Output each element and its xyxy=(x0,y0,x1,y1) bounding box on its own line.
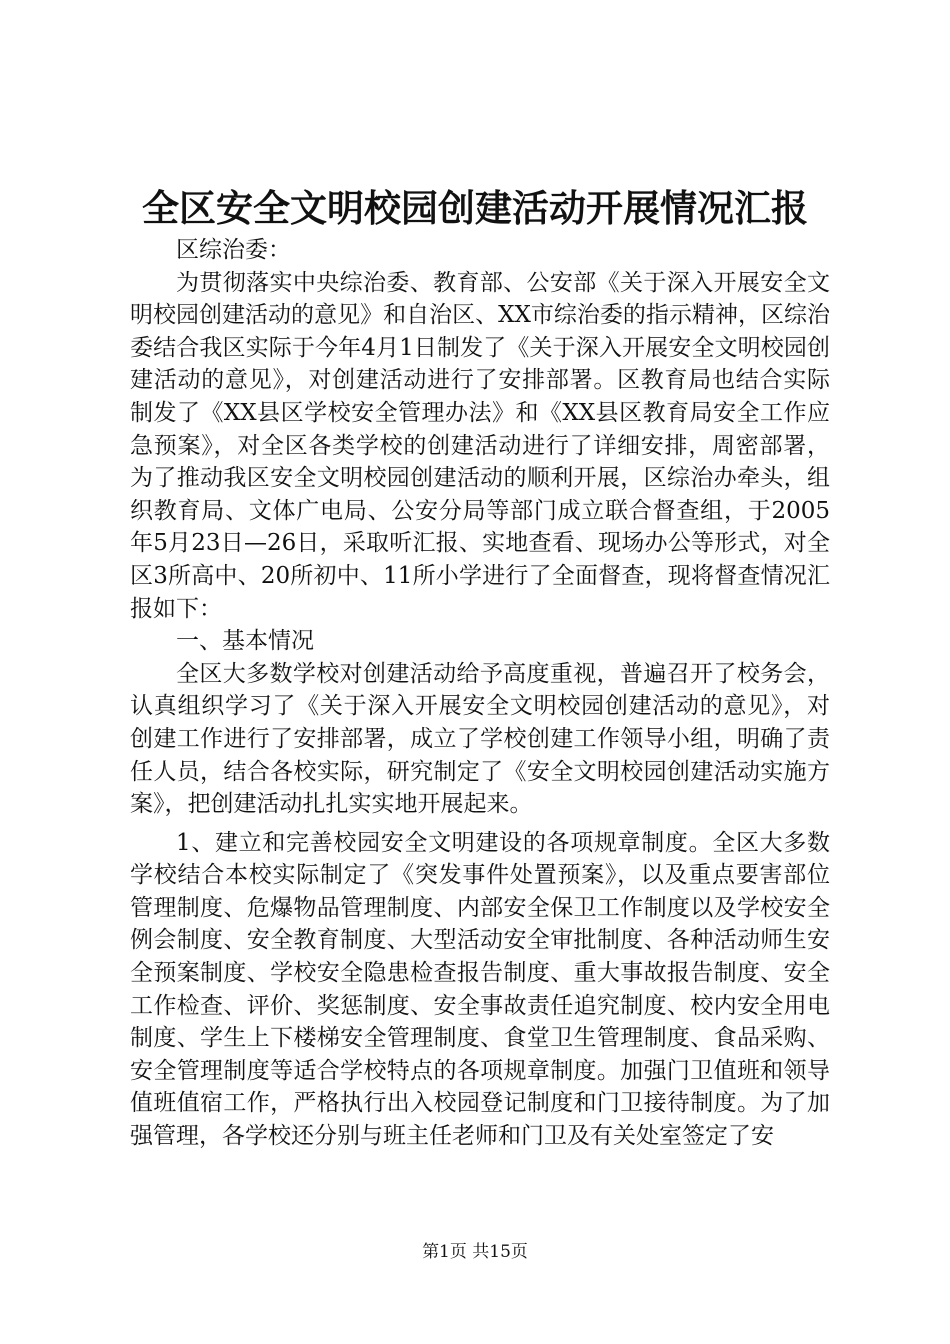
section-heading: 一、基本情况 xyxy=(176,628,314,655)
paragraph-intro: 为贯彻落实中央综治委、教育部、公安部《关于深入开展安全文明校园创建活动的意见》和自治区、XX市综治委的指示精神，区综治委结合我区实际于今年4月1日制发了《关于深入开展安全文明校园创建活动的意见》，对创建活动进行了安排部署。区教育局也结合实际制发了《XX县区学校安全管理办法》和《XX县区教育局安全工作应急预案》，对全区各类学校的创建活动进行了详细安排，周密部署，为了推动我区安全文明校园创建活动的顺利开展，区综治办牵头，组织教育局、文体广电局、公安分局等部门成立联合督查组，于2005年5月23日—26日，采取听汇报、实地查看、现场办公等形式，对全区3所高中、20所初中、11所小学进行了全面督查，现将督查情况汇报如下： xyxy=(130,269,830,622)
paragraph-basic-situation: 全区大多数学校对创建活动给予高度重视，普遍召开了校务会，认真组织学习了《关于深入开展安全文明校园创建活动的意见》，对创建工作进行了安排部署，成立了学校创建工作领导小组，明确了责任人员，结合各校实际，研究制定了《安全文明校园创建活动实施方案》，把创建活动扎扎实实地开展起来。 xyxy=(130,660,830,818)
page-footer: 第1页 共15页 xyxy=(422,1242,528,1262)
document-title: 全区安全文明校园创建活动开展情况汇报 xyxy=(142,186,808,230)
salutation: 区综治委： xyxy=(176,237,291,263)
paragraph-item-1: 1、建立和完善校园安全文明建设的各项规章制度。全区大多数学校结合本校实际制定了《突发事件处置预案》，以及重点要害部位管理制度、危爆物品管理制度、内部安全保卫工作制度以及学校安全例会制度、安全教育制度、大型活动安全审批制度、各种活动师生安全预案制度、学校安全隐患检查报告制度、重大事故报告制度、安全工作检查、评价、奖惩制度、安全事故责任追究制度、校内安全用电制度、学生上下楼梯安全管理制度、食堂卫生管理制度、食品采购、安全管理制度等适合学校特点的各项规章制度。加强门卫值班和领导值班值宿工作，严格执行出入校园登记制度和门卫接待制度。为了加强管理，各学校还分别与班主任老师和门卫及有关处室签定了安 xyxy=(130,829,830,1150)
document-body xyxy=(130,234,830,1153)
